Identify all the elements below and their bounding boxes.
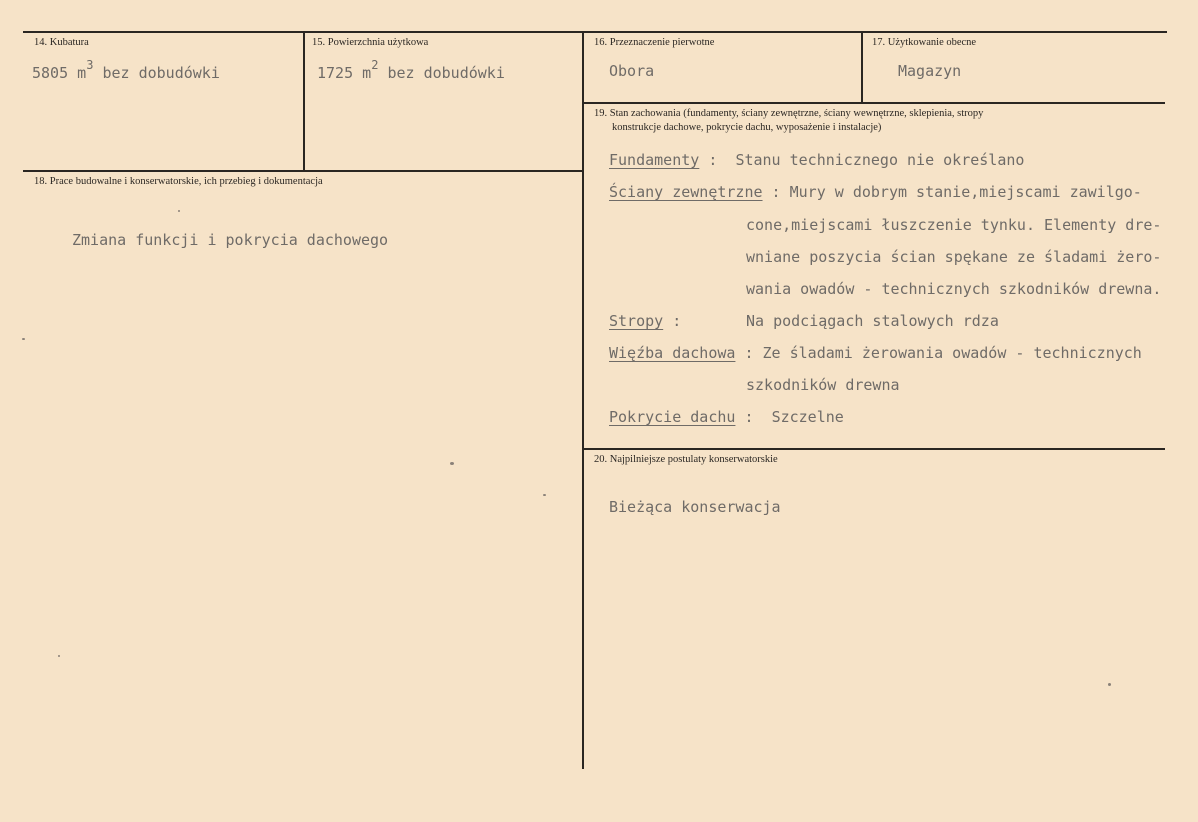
powierzchnia-unit-exponent: 2	[371, 58, 379, 72]
powierzchnia-number: 1725 m	[317, 64, 372, 82]
pokrycie-key: Pokrycie dachu	[609, 408, 736, 426]
paper-speck	[1108, 683, 1111, 686]
wiezba-row	[609, 344, 1142, 362]
pokrycie-row	[609, 408, 844, 426]
sciany-line4: wania owadów - technicznych szkodników drewna.	[746, 280, 1162, 298]
stan-label-line1: 19. Stan zachowania (fundamenty, ściany zewnętrzne, ściany wewnętrzne, sklepienia, stropy	[594, 108, 984, 119]
paper-speck	[450, 462, 454, 465]
sciany-key: Ściany zewnętrzne	[609, 183, 763, 201]
kubatura-unit-exponent: 3	[86, 58, 94, 72]
przeznaczenie-value: Obora	[609, 62, 655, 80]
przeznaczenie-label: 16. Przeznaczenie pierwotne	[594, 37, 715, 48]
fundamenty-separator: :	[699, 151, 736, 169]
uzytkowanie-label: 17. Użytkowanie obecne	[872, 37, 977, 48]
stropy-row	[609, 312, 681, 330]
sciany-line1: Mury w dobrym stanie,miejscami zawilgo-	[789, 183, 1142, 201]
divider-14-15	[303, 31, 305, 171]
rule-under-16-17	[583, 102, 1165, 104]
stropy-key: Stropy	[609, 312, 664, 330]
uzytkowanie-value: Magazyn	[898, 62, 962, 80]
powierzchnia-note: bez dobudówki	[378, 64, 505, 82]
paper-speck	[543, 494, 546, 496]
wiezba-line1: Ze śladami żerowania owadów - technicznych	[762, 344, 1142, 362]
paper-speck	[58, 655, 60, 657]
stan-label-line2: konstrukcje dachowe, pokrycie dachu, wyposażenie i instalacje)	[612, 122, 882, 133]
sciany-row	[609, 183, 1142, 201]
fundamenty-row	[609, 151, 1024, 169]
wiezba-key: Więźba dachowa	[609, 344, 736, 362]
pokrycie-separator: :	[735, 408, 772, 426]
stropy-separator: :	[663, 312, 682, 330]
prace-value: Zmiana funkcji i pokrycia dachowego	[72, 231, 389, 249]
stropy-value: Na podciągach stalowych rdza	[746, 312, 999, 330]
paper-speck	[178, 210, 180, 212]
pokrycie-value: Szczelne	[771, 408, 844, 426]
prace-label: 18. Prace budowalne i konserwatorskie, ich przebieg i dokumentacja	[34, 176, 323, 187]
postulaty-label: 20. Najpilniejsze postulaty konserwatorskie	[594, 454, 778, 465]
sciany-line3: wniane poszycia ścian spękane ze śladami żero-	[746, 248, 1162, 266]
rule-under-19	[583, 448, 1165, 450]
rule-under-14-15	[23, 170, 583, 172]
kubatura-label: 14. Kubatura	[34, 37, 89, 48]
kubatura-note: bez dobudówki	[93, 64, 220, 82]
fundamenty-value: Stanu technicznego nie określano	[735, 151, 1025, 169]
wiezba-separator: :	[735, 344, 763, 362]
paper-speck	[22, 338, 25, 340]
kubatura-value	[32, 58, 220, 82]
powierzchnia-value	[317, 58, 505, 82]
top-rule	[23, 31, 1167, 33]
sciany-separator: :	[762, 183, 790, 201]
wiezba-line2: szkodników drewna	[746, 376, 900, 394]
center-divider	[582, 31, 584, 769]
postulaty-value: Bieżąca konserwacja	[609, 498, 781, 516]
kubatura-number: 5805 m	[32, 64, 87, 82]
fundamenty-key: Fundamenty	[609, 151, 700, 169]
sciany-line2: cone,miejscami łuszczenie tynku. Elementy dre-	[746, 216, 1162, 234]
powierzchnia-label: 15. Powierzchnia użytkowa	[312, 37, 429, 48]
divider-16-17	[861, 31, 863, 103]
